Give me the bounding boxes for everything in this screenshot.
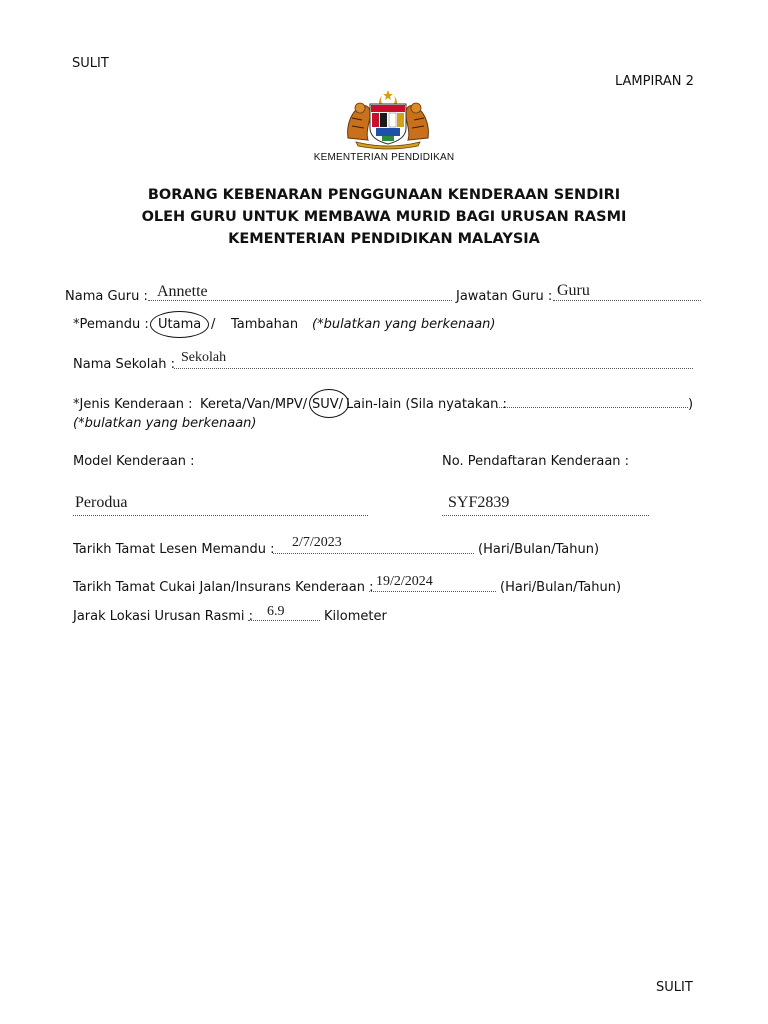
jawatan-guru-line <box>553 300 701 301</box>
form-title-line3: KEMENTERIAN PENDIDIKAN MALAYSIA <box>228 231 540 247</box>
pemandu-label: *Pemandu : <box>73 317 149 332</box>
tarikh-lesen-suffix: (Hari/Bulan/Tahun) <box>478 542 600 557</box>
no-pendaftaran-label: No. Pendaftaran Kenderaan : <box>442 454 630 469</box>
utama-selection-circle <box>150 311 209 338</box>
nama-sekolah-value[interactable]: Sekolah <box>181 350 227 365</box>
form-title-line2: OLEH GURU UNTUK MEMBAWA MURID BAGI URUSAN RASMI <box>141 209 627 225</box>
coat-of-arms-icon <box>338 88 438 150</box>
model-kenderaan-label: Model Kenderaan : <box>73 454 195 469</box>
pemandu-option-tambahan[interactable]: Tambahan <box>231 317 299 332</box>
nama-sekolah-line <box>174 368 693 369</box>
nama-guru-label: Nama Guru : <box>65 289 148 304</box>
tarikh-cukai-line <box>369 591 496 592</box>
form-title-line1: BORANG KEBENARAN PENGGUNAAN KENDERAAN SENDIRI <box>147 187 621 203</box>
no-pendaftaran-line <box>442 515 649 516</box>
jarak-suffix: Kilometer <box>324 609 387 624</box>
jenis-kenderaan-option-suv[interactable]: SUV/ <box>312 397 344 412</box>
jenis-kenderaan-label: *Jenis Kenderaan : <box>73 397 193 412</box>
no-pendaftaran-value[interactable]: SYF2839 <box>448 494 510 511</box>
pemandu-slash: / <box>211 317 216 332</box>
emblem-caption: KEMENTERIAN PENDIDIKAN <box>313 152 455 163</box>
model-kenderaan-value[interactable]: Perodua <box>75 494 128 511</box>
lain-lain-line <box>496 407 688 408</box>
nama-sekolah-label: Nama Sekolah : <box>73 357 176 372</box>
jarak-line <box>248 620 320 621</box>
jenis-kenderaan-options-prefix[interactable]: Kereta/Van/MPV/ <box>200 397 308 412</box>
tarikh-cukai-label: Tarikh Tamat Cukai Jalan/Insurans Kenderaan : <box>73 580 374 595</box>
tarikh-lesen-value[interactable]: 2/7/2023 <box>292 535 342 550</box>
nama-guru-value[interactable]: Annette <box>157 283 208 300</box>
jenis-kenderaan-close: ) <box>688 397 694 412</box>
sulit-top: SULIT <box>72 56 109 71</box>
pemandu-option-utama[interactable]: Utama <box>158 317 202 332</box>
jawatan-guru-value[interactable]: Guru <box>557 282 590 299</box>
lampiran-label: LAMPIRAN 2 <box>615 74 694 89</box>
jenis-kenderaan-options-suffix[interactable]: Lain-lain (Sila nyatakan : <box>346 397 507 412</box>
jarak-value[interactable]: 6.9 <box>267 604 285 619</box>
tarikh-lesen-line <box>273 553 474 554</box>
model-kenderaan-line <box>73 515 368 516</box>
jarak-label: Jarak Lokasi Urusan Rasmi : <box>73 609 254 624</box>
tarikh-cukai-suffix: (Hari/Bulan/Tahun) <box>500 580 622 595</box>
jenis-kenderaan-note: (*bulatkan yang berkenaan) <box>73 416 257 431</box>
jawatan-guru-label: Jawatan Guru : <box>456 289 553 304</box>
suv-selection-circle <box>309 389 349 418</box>
tarikh-lesen-label: Tarikh Tamat Lesen Memandu : <box>73 542 275 557</box>
pemandu-note: (*bulatkan yang berkenaan) <box>312 317 496 332</box>
tarikh-cukai-value[interactable]: 19/2/2024 <box>376 574 433 589</box>
sulit-bottom: SULIT <box>656 980 693 995</box>
